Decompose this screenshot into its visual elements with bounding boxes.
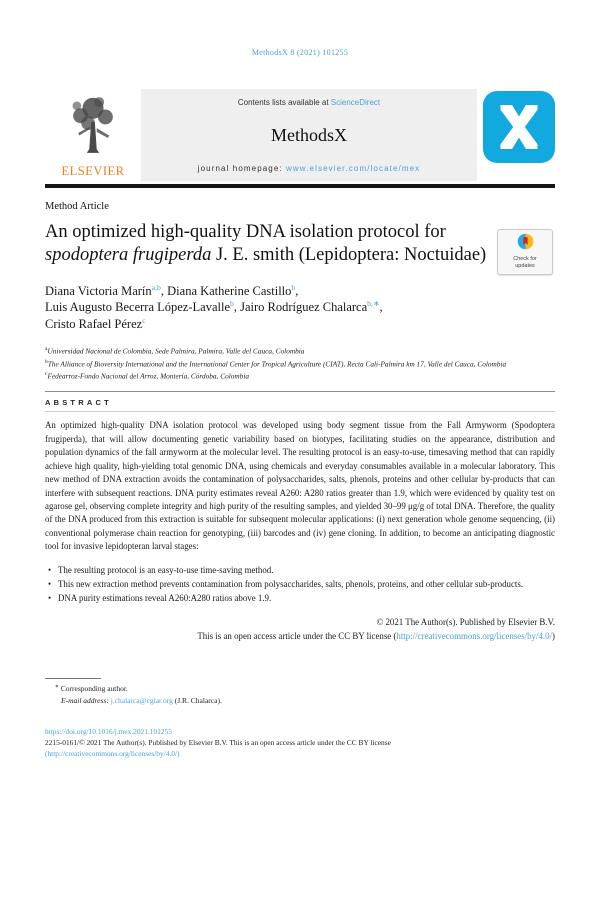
abstract-top-rule bbox=[45, 391, 555, 392]
journal-banner bbox=[45, 89, 555, 181]
affiliations bbox=[45, 345, 555, 382]
footer-license-link[interactable]: (http://creativecommons.org/licenses/by/4.0/) bbox=[45, 749, 180, 759]
bullet-icon: • bbox=[48, 592, 52, 603]
affiliation-sup: b bbox=[230, 299, 234, 309]
affiliation-sup: b,∗ bbox=[367, 299, 380, 309]
check-updates-label: Check for updates bbox=[513, 256, 537, 269]
methodsx-x-icon bbox=[483, 91, 555, 163]
affiliation-sup: b bbox=[291, 282, 296, 292]
article-type: Method Article bbox=[45, 200, 109, 212]
journal-name: MethodsX bbox=[271, 125, 347, 145]
asterisk-marker: ∗ bbox=[55, 684, 59, 690]
copyright-block bbox=[45, 616, 555, 644]
issn-copyright-line: 2215-0161/© 2021 The Author(s). Published by Elsevier B.V. This is an open access article under the CC BY license bbox=[45, 738, 391, 748]
footnote-rule bbox=[45, 678, 101, 679]
affiliation-sup: a,b bbox=[151, 282, 161, 292]
article-title bbox=[45, 221, 493, 267]
footer-block bbox=[45, 726, 555, 759]
elsevier-tree-icon bbox=[62, 92, 124, 163]
methodsx-logo-box bbox=[477, 89, 555, 181]
author: Jairo Rodríguez Chalarca$^{b,∗}$, bbox=[240, 299, 383, 315]
header-rule bbox=[45, 184, 555, 188]
bullet-icon: • bbox=[48, 564, 52, 575]
affiliation: $^c$Fedearroz-Fondo Nacional del Arroz, Montería, Córdoba, Colombia bbox=[45, 370, 249, 381]
doi-link[interactable]: https://doi.org/10.1016/j.mex.2021.101255 bbox=[45, 727, 172, 737]
highlight-item: • This new extraction method prevents contamination from polysaccharides, salts, phenols, proteins, and other cellular sub-products. bbox=[45, 578, 555, 591]
corresponding-author-note bbox=[45, 683, 555, 706]
author: Cristo Rafael Pérez$^c$ bbox=[45, 315, 146, 331]
check-updates-icon bbox=[517, 233, 534, 255]
elsevier-logo bbox=[45, 89, 141, 181]
author: Luis Augusto Becerra López-Lavalle$^b$, bbox=[45, 299, 241, 315]
email-link[interactable]: j.chalarca@cgiar.org bbox=[110, 695, 173, 705]
corresponding-line: ∗ Corresponding author. bbox=[55, 684, 128, 694]
title-block bbox=[45, 221, 555, 267]
homepage-line bbox=[147, 164, 471, 173]
highlight-item: • DNA purity estimations reveal A260:A280 ratios above 1.9. bbox=[45, 592, 555, 605]
affiliation-sup: c bbox=[142, 315, 146, 325]
license-line: This is an open access article under the CC BY license (http://creativecommons.org/licenses/by/4.0/) bbox=[197, 631, 555, 642]
abstract-heading: ABSTRACT bbox=[45, 398, 112, 408]
email-line: E-mail address: j.chalarca@cgiar.org (J.R. Chalarca). bbox=[61, 695, 222, 705]
copyright-line: © 2021 The Author(s). Published by Elsevier B.V. bbox=[376, 617, 555, 628]
abstract-heading-rule bbox=[45, 411, 555, 412]
title-suffix: J. E. smith (Lepidoptera: Noctuidae) bbox=[211, 244, 487, 265]
bullet-icon: • bbox=[48, 578, 52, 589]
highlights-list bbox=[45, 564, 555, 605]
elsevier-wordmark: ELSEVIER bbox=[61, 164, 125, 178]
title-species-italic: spodoptera frugiperda bbox=[45, 244, 212, 265]
contents-prefix: Contents lists available at bbox=[237, 98, 331, 107]
author: Diana Victoria Marín$^{a,b}$, bbox=[45, 282, 168, 298]
affiliation: $^b$The Alliance of Bioversity International and the International Center for Tropical Agriculture (CIAT), Recta Cali-Palmira km 17, Valle del Cauca, Colombia bbox=[45, 358, 507, 369]
check-for-updates-badge[interactable] bbox=[497, 229, 553, 275]
author: Diana Katherine Castillo$^b$, bbox=[167, 282, 299, 298]
homepage-link[interactable]: www.elsevier.com/locate/mex bbox=[286, 164, 421, 173]
title-prefix: An optimized high-quality DNA isolation protocol for bbox=[45, 221, 446, 242]
affiliation: $^a$Universidad Nacional de Colombia, Sede Palmira, Palmira, Valle del Cauca, Colombia bbox=[45, 346, 305, 356]
sciencedirect-link[interactable]: ScienceDirect bbox=[330, 98, 381, 107]
author-list bbox=[45, 283, 555, 333]
journal-citation: MethodsX 8 (2021) 101255 bbox=[251, 48, 349, 57]
cc-by-license-link[interactable]: http://creativecommons.org/licenses/by/4.0/ bbox=[396, 631, 553, 642]
highlight-item: • The resulting protocol is an easy-to-use time-saving method. bbox=[45, 564, 555, 577]
abstract-text: An optimized high-quality DNA isolation protocol was developed using body segment tissue from the Fall Armyworm (Spodoptera frugiperda), that will allow documenting genetic variability based on biotypes, facilitating studies on the appearance, distribution and population dynamics of the fall armyworm at the molecular level. The resulting protocol is an easy-to-use, timesaving method that can rapidly achieve high quality, high-yielding total genomic DNA, using chemicals and everyday consumables available in a molecular laboratory. This new method of DNA extraction avoids the contamination of polysaccharides, salts, phenols, proteins and other cellular by-products that can interfere with subsequent reactions. DNA purity estimates reveal A260: A280 ratios greater than 1.9, which were evidenced by quality test on agarose gel, observing complete integrity and high purity of the resulting samples, and yielded 30–99 μg/g of total DNA. Therefore, the quality of the DNA produced from this extraction is suitable for subsequent molecular applications: (i) next generation whole genome sequencing, (ii) conventional polymerase chain reaction for genotyping, (iii) barcodes and (iv) gene cloning. In addition, to become an anticipating diagnostic tool for invasive lepidopteran larval stages: bbox=[45, 420, 555, 552]
contents-line bbox=[147, 98, 471, 107]
banner-center bbox=[141, 89, 477, 181]
homepage-prefix: journal homepage: bbox=[197, 164, 287, 173]
